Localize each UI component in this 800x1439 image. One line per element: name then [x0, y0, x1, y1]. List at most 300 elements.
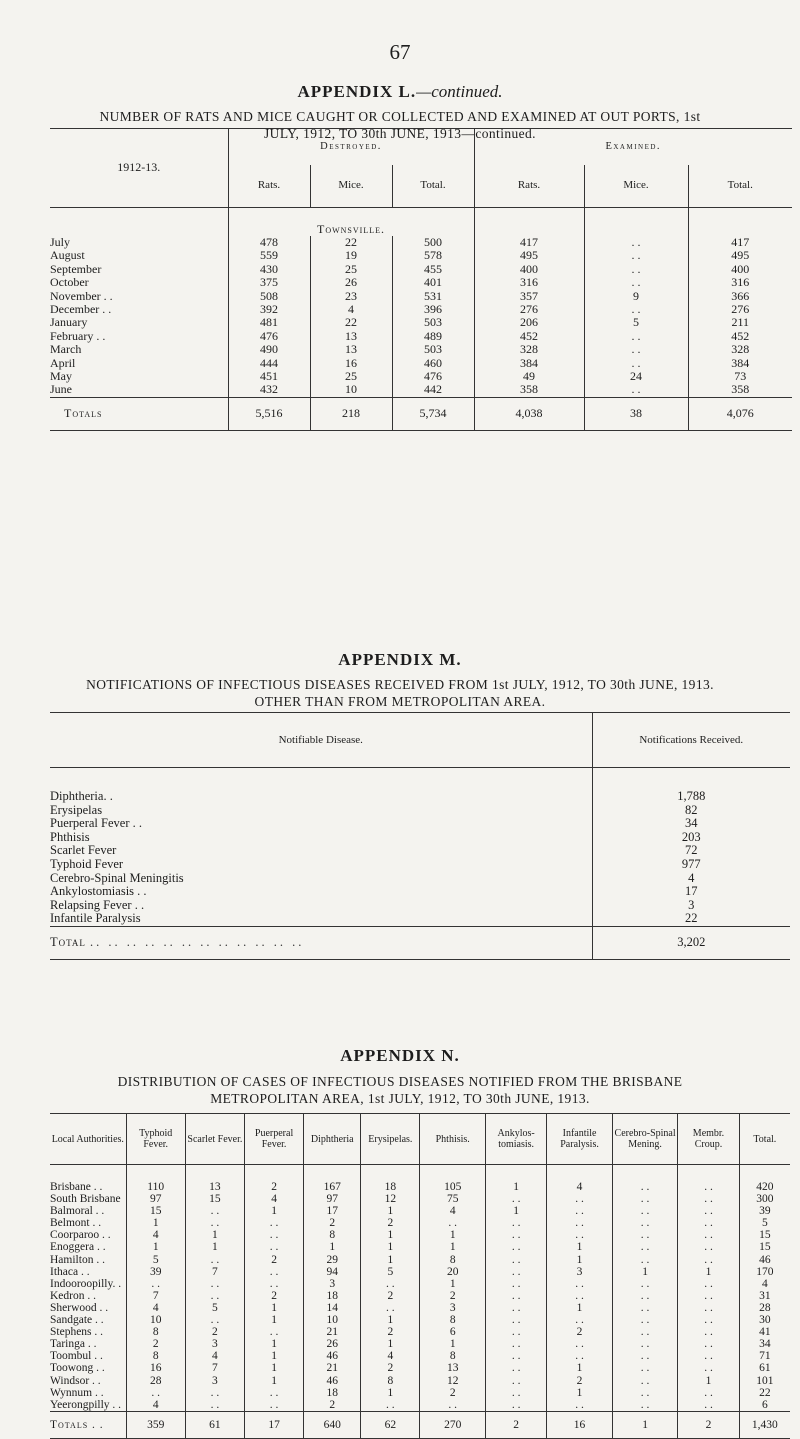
case-count: . .	[547, 1314, 613, 1326]
column-header: Phthisis.	[420, 1114, 486, 1165]
case-count: 1	[126, 1241, 185, 1253]
authority-name: Kedron . .	[50, 1289, 96, 1302]
case-count: . .	[185, 1278, 244, 1290]
authority-name: Enoggera . .	[50, 1241, 106, 1254]
disease-name: Phthisis	[50, 829, 90, 844]
case-count: . .	[485, 1290, 546, 1302]
case-count: . .	[185, 1254, 244, 1266]
case-count: 1	[420, 1278, 486, 1290]
case-count: . .	[612, 1193, 678, 1205]
appendix-n-caption	[0, 1073, 800, 1107]
case-count: . .	[612, 1362, 678, 1374]
authority-name: Balmoral . .	[50, 1205, 105, 1218]
case-count: . .	[126, 1278, 185, 1290]
month-name: November . .	[50, 289, 113, 303]
case-count: 94	[304, 1266, 361, 1278]
case-count: 61	[739, 1362, 790, 1374]
cell-e-rats: 316	[474, 276, 584, 289]
cell-d-rats: 432	[228, 383, 310, 397]
case-count: 4	[244, 1193, 303, 1205]
case-count: 4	[126, 1302, 185, 1314]
case-count: . .	[547, 1338, 613, 1350]
case-count: 4	[739, 1278, 790, 1290]
case-count: 1	[485, 1165, 546, 1194]
case-count: . .	[244, 1399, 303, 1412]
cell-e-mice: . .	[584, 276, 688, 289]
total-destroyed-mice: 218	[310, 397, 392, 430]
case-count: . .	[185, 1387, 244, 1399]
case-count: . .	[612, 1350, 678, 1362]
notification-count: 977	[592, 858, 790, 872]
cell-e-rats: 452	[474, 330, 584, 343]
case-count: 1	[361, 1205, 420, 1217]
leader-dots: .. .. .. .. .. .. .. .. .. .. .. ..	[90, 935, 305, 950]
authority-name: Taringa . .	[50, 1338, 97, 1351]
authority-row	[50, 1241, 790, 1253]
disease-row	[50, 885, 790, 899]
cell-d-total: 401	[392, 276, 474, 289]
case-count: 1	[244, 1338, 303, 1350]
authority-row	[50, 1375, 790, 1387]
disease-row	[50, 872, 790, 886]
cell-e-total: 276	[688, 303, 792, 316]
notification-count: 34	[592, 817, 790, 831]
case-count: 5	[739, 1217, 790, 1229]
case-count: . .	[361, 1302, 420, 1314]
total-examined-mice: 38	[584, 397, 688, 430]
case-count: 12	[361, 1193, 420, 1205]
month-row	[50, 236, 792, 249]
authority-name: Belmont . .	[50, 1217, 102, 1230]
case-count: . .	[361, 1399, 420, 1412]
case-count: 2	[420, 1290, 486, 1302]
case-count: . .	[126, 1387, 185, 1399]
cell-e-rats: 384	[474, 357, 584, 370]
month-row	[50, 290, 792, 303]
case-count: 18	[361, 1165, 420, 1194]
case-count: . .	[547, 1193, 613, 1205]
column-header: Cerebro-Spinal Mening.	[612, 1114, 678, 1165]
month-row	[50, 263, 792, 276]
case-count: 1	[126, 1217, 185, 1229]
case-count: . .	[485, 1278, 546, 1290]
destroyed-group-header: Destroyed.	[228, 129, 474, 166]
case-count: 46	[739, 1254, 790, 1266]
disease-name: Cerebro-Spinal Meningitis	[50, 870, 184, 885]
cell-d-total: 531	[392, 290, 474, 303]
month-name: May	[50, 370, 72, 384]
case-count: 15	[126, 1205, 185, 1217]
cell-e-rats: 357	[474, 290, 584, 303]
cell-e-rats: 276	[474, 303, 584, 316]
cell-e-mice: . .	[584, 303, 688, 316]
appendix-l-title	[0, 82, 800, 102]
case-count: 21	[304, 1362, 361, 1374]
disease-name: Infantile Paralysis	[50, 911, 141, 926]
case-count: 29	[304, 1254, 361, 1266]
month-row	[50, 370, 792, 383]
case-count: 46	[304, 1375, 361, 1387]
disease-row	[50, 844, 790, 858]
case-count: 1	[547, 1254, 613, 1266]
case-count: . .	[485, 1302, 546, 1314]
column-header: Local Authorities.	[50, 1114, 126, 1165]
case-count: 2	[361, 1290, 420, 1302]
month-name: December . .	[50, 303, 112, 317]
case-count: 97	[304, 1193, 361, 1205]
month-row	[50, 343, 792, 356]
column-header: Diphtheria	[304, 1114, 361, 1165]
case-count: . .	[547, 1350, 613, 1362]
notification-count: 72	[592, 844, 790, 858]
case-count: 31	[739, 1290, 790, 1302]
appendix-l-table	[50, 128, 792, 431]
case-count: . .	[678, 1290, 739, 1302]
case-count: 17	[304, 1205, 361, 1217]
authority-name: Wynnum . .	[50, 1386, 104, 1399]
case-count: 2	[420, 1387, 486, 1399]
section-townsville: Townsville.	[228, 208, 474, 237]
case-count: 4	[361, 1350, 420, 1362]
case-count: 7	[126, 1290, 185, 1302]
case-count: . .	[678, 1229, 739, 1241]
cell-e-mice: . .	[584, 357, 688, 370]
case-count: 1	[547, 1362, 613, 1374]
authority-name: Coorparoo . .	[50, 1229, 111, 1242]
column-header: Scarlet Fever.	[185, 1114, 244, 1165]
case-count: . .	[678, 1165, 739, 1194]
case-count: . .	[612, 1205, 678, 1217]
disease-row	[50, 912, 790, 926]
cell-d-mice: 13	[310, 330, 392, 343]
case-count: . .	[547, 1229, 613, 1241]
case-count: 8	[126, 1326, 185, 1338]
notification-count: 17	[592, 885, 790, 899]
case-count: . .	[485, 1362, 546, 1374]
case-count: 1	[361, 1254, 420, 1266]
case-count: . .	[612, 1326, 678, 1338]
case-count: . .	[547, 1399, 613, 1412]
cell-d-mice: 13	[310, 343, 392, 356]
appendix-m-title: APPENDIX M.	[338, 650, 462, 669]
notification-count: 4	[592, 872, 790, 886]
case-count: 105	[420, 1165, 486, 1194]
case-count: . .	[678, 1193, 739, 1205]
examined-total-header: Total.	[688, 165, 792, 208]
case-count: 3	[420, 1302, 486, 1314]
destroyed-total-header: Total.	[392, 165, 474, 208]
case-count: . .	[678, 1338, 739, 1350]
cell-e-rats: 49	[474, 370, 584, 383]
destroyed-mice-header: Mice.	[310, 165, 392, 208]
disease-name: Typhoid Fever	[50, 856, 124, 871]
month-label	[50, 383, 228, 397]
authority-row	[50, 1165, 790, 1194]
case-count: 2	[185, 1326, 244, 1338]
month-label	[50, 316, 228, 329]
cell-d-rats: 375	[228, 276, 310, 289]
case-count: 7	[185, 1266, 244, 1278]
month-row	[50, 303, 792, 316]
disease-name: Diphtheria. .	[50, 789, 113, 803]
total-count: 61	[185, 1411, 244, 1438]
cell-d-total: 396	[392, 303, 474, 316]
case-count: . .	[244, 1229, 303, 1241]
total-count: 17	[244, 1411, 303, 1438]
cell-e-rats: 206	[474, 316, 584, 329]
cell-d-mice: 25	[310, 370, 392, 383]
case-count: . .	[612, 1387, 678, 1399]
case-count: 39	[126, 1266, 185, 1278]
disease-name: Scarlet Fever	[50, 843, 117, 858]
cell-e-total: 73	[688, 370, 792, 383]
authority-row	[50, 1266, 790, 1278]
case-count: 1	[244, 1375, 303, 1387]
month-name: September	[50, 262, 102, 276]
authority-row	[50, 1205, 790, 1217]
page-number: 67	[389, 40, 411, 64]
disease-row	[50, 858, 790, 872]
month-name: August	[50, 249, 85, 263]
case-count: 8	[420, 1350, 486, 1362]
case-count: 1	[361, 1229, 420, 1241]
case-count: 14	[304, 1302, 361, 1314]
total-count: 270	[420, 1411, 486, 1438]
case-count: . .	[678, 1350, 739, 1362]
cell-e-total: 384	[688, 357, 792, 370]
case-count: 4	[185, 1350, 244, 1362]
examined-mice-header: Mice.	[584, 165, 688, 208]
authority-name: Yeerongpilly . .	[50, 1398, 122, 1411]
case-count: 1	[678, 1266, 739, 1278]
case-count: . .	[678, 1326, 739, 1338]
case-count: 167	[304, 1165, 361, 1194]
case-count: 1	[361, 1314, 420, 1326]
case-count: . .	[612, 1290, 678, 1302]
authority-row	[50, 1290, 790, 1302]
authority-row	[50, 1229, 790, 1241]
case-count: 30	[739, 1314, 790, 1326]
authority-row	[50, 1338, 790, 1350]
cell-d-mice: 16	[310, 357, 392, 370]
case-count: 101	[739, 1375, 790, 1387]
month-name: April	[50, 356, 76, 370]
cell-e-total: 366	[688, 290, 792, 303]
appendix-m-caption-line1: NOTIFICATIONS OF INFECTIOUS DISEASES RECEIVED FROM 1st JULY, 1912, TO 30th JUNE, 1913.	[86, 677, 714, 692]
disease-name: Erysipelas	[50, 802, 103, 817]
case-count: 2	[126, 1338, 185, 1350]
case-count: 15	[739, 1241, 790, 1253]
case-count: . .	[612, 1217, 678, 1229]
cell-d-total: 460	[392, 357, 474, 370]
cell-d-rats: 490	[228, 343, 310, 356]
appendix-m-total-value: 3,202	[592, 926, 790, 959]
case-count: . .	[420, 1217, 486, 1229]
authority-row	[50, 1362, 790, 1374]
appendix-l-caption-line1: NUMBER OF RATS AND MICE CAUGHT OR COLLECTED AND EXAMINED AT OUT PORTS, 1st	[99, 109, 701, 124]
cell-d-mice: 4	[310, 303, 392, 316]
appendix-m-total-label-text: Total	[50, 935, 86, 950]
case-count: 28	[739, 1302, 790, 1314]
disease-row	[50, 804, 790, 818]
authority-row	[50, 1399, 790, 1412]
case-count: . .	[678, 1241, 739, 1253]
case-count: 10	[126, 1314, 185, 1326]
notification-count: 3	[592, 899, 790, 913]
authority-row	[50, 1387, 790, 1399]
cell-d-total: 500	[392, 236, 474, 249]
column-header: Infantile Paralysis.	[547, 1114, 613, 1165]
authority-name: Brisbane . .	[50, 1181, 103, 1193]
examined-rats-header: Rats.	[474, 165, 584, 208]
case-count: 8	[304, 1229, 361, 1241]
month-row	[50, 330, 792, 343]
case-count: 15	[185, 1193, 244, 1205]
cell-d-total: 442	[392, 383, 474, 397]
case-count: 110	[126, 1165, 185, 1194]
case-count: 3	[185, 1338, 244, 1350]
month-name: February . .	[50, 329, 106, 343]
case-count: 13	[420, 1362, 486, 1374]
case-count: . .	[185, 1205, 244, 1217]
cell-d-mice: 26	[310, 276, 392, 289]
case-count: 2	[244, 1254, 303, 1266]
month-row	[50, 316, 792, 329]
case-count: . .	[485, 1217, 546, 1229]
case-count: . .	[485, 1241, 546, 1253]
disease-row	[50, 831, 790, 845]
case-count: 2	[304, 1399, 361, 1412]
appendix-m-table	[50, 712, 790, 960]
appendix-n-totals-row	[50, 1411, 790, 1438]
case-count: . .	[185, 1314, 244, 1326]
cell-d-rats: 451	[228, 370, 310, 383]
case-count: . .	[612, 1338, 678, 1350]
case-count: 7	[185, 1362, 244, 1374]
case-count: . .	[678, 1205, 739, 1217]
cell-d-total: 455	[392, 263, 474, 276]
case-count: 39	[739, 1205, 790, 1217]
appendix-m-caption-line2: OTHER THAN FROM METROPOLITAN AREA.	[254, 694, 546, 709]
case-count: 1	[244, 1362, 303, 1374]
month-label	[50, 290, 228, 303]
month-label	[50, 330, 228, 343]
case-count: 2	[304, 1217, 361, 1229]
case-count: 16	[126, 1362, 185, 1374]
case-count: 1	[547, 1387, 613, 1399]
case-count: 1	[244, 1205, 303, 1217]
case-count: . .	[547, 1205, 613, 1217]
case-count: 2	[361, 1326, 420, 1338]
column-header: Typhoid Fever.	[126, 1114, 185, 1165]
case-count: 2	[244, 1290, 303, 1302]
authority-row	[50, 1350, 790, 1362]
column-header: Total.	[739, 1114, 790, 1165]
case-count: 6	[739, 1399, 790, 1412]
case-count: 4	[126, 1229, 185, 1241]
notification-count: 82	[592, 804, 790, 818]
total-count: 62	[361, 1411, 420, 1438]
case-count: 1	[547, 1241, 613, 1253]
cell-d-rats: 444	[228, 357, 310, 370]
case-count: . .	[485, 1326, 546, 1338]
notification-count: 22	[592, 912, 790, 926]
month-label	[50, 370, 228, 383]
cell-d-rats: 392	[228, 303, 310, 316]
case-count: 71	[739, 1350, 790, 1362]
case-count: 18	[304, 1387, 361, 1399]
case-count: 28	[126, 1375, 185, 1387]
cell-e-mice: . .	[584, 343, 688, 356]
authority-row	[50, 1278, 790, 1290]
case-count: . .	[612, 1254, 678, 1266]
disease-row	[50, 817, 790, 831]
month-label	[50, 276, 228, 289]
case-count: 1	[304, 1241, 361, 1253]
case-count: . .	[678, 1254, 739, 1266]
case-count: 4	[126, 1399, 185, 1412]
case-count: 5	[185, 1302, 244, 1314]
case-count: 420	[739, 1165, 790, 1194]
case-count: . .	[678, 1278, 739, 1290]
case-count: 75	[420, 1193, 486, 1205]
total-destroyed-rats: 5,516	[228, 397, 310, 430]
case-count: . .	[612, 1399, 678, 1412]
month-label	[50, 303, 228, 316]
case-count: . .	[678, 1314, 739, 1326]
authority-row	[50, 1314, 790, 1326]
authority-name: South Brisbane	[50, 1193, 121, 1206]
case-count: . .	[612, 1314, 678, 1326]
case-count: . .	[485, 1193, 546, 1205]
cell-e-total: 316	[688, 276, 792, 289]
month-name: March	[50, 343, 82, 357]
disease-row	[50, 768, 790, 804]
destroyed-rats-header: Rats.	[228, 165, 310, 208]
case-count: . .	[612, 1229, 678, 1241]
cell-e-mice: . .	[584, 236, 688, 249]
case-count: . .	[612, 1302, 678, 1314]
case-count: . .	[485, 1387, 546, 1399]
case-count: . .	[244, 1266, 303, 1278]
cell-e-total: 328	[688, 343, 792, 356]
case-count: 1	[361, 1241, 420, 1253]
month-row	[50, 357, 792, 370]
total-count: 2	[678, 1411, 739, 1438]
authority-row	[50, 1254, 790, 1266]
case-count: 3	[185, 1375, 244, 1387]
cell-d-mice: 22	[310, 236, 392, 249]
case-count: . .	[244, 1278, 303, 1290]
appendix-n-title: APPENDIX N.	[340, 1046, 460, 1065]
case-count: 1	[420, 1229, 486, 1241]
authority-name: Sandgate . .	[50, 1314, 104, 1327]
cell-e-total: 211	[688, 316, 792, 329]
case-count: 22	[739, 1387, 790, 1399]
case-count: . .	[485, 1338, 546, 1350]
cell-d-mice: 22	[310, 316, 392, 329]
authority-name: Ithaca . .	[50, 1265, 90, 1278]
appendix-l-continued: —continued.	[416, 82, 503, 101]
authority-name: Toombul . .	[50, 1350, 103, 1363]
authority-name: Stephens . .	[50, 1326, 104, 1339]
month-name: July	[50, 236, 71, 249]
case-count: 97	[126, 1193, 185, 1205]
cell-e-total: 400	[688, 263, 792, 276]
case-count: 8	[126, 1350, 185, 1362]
column-header: Puerperal Fever.	[244, 1114, 303, 1165]
case-count: 8	[420, 1314, 486, 1326]
